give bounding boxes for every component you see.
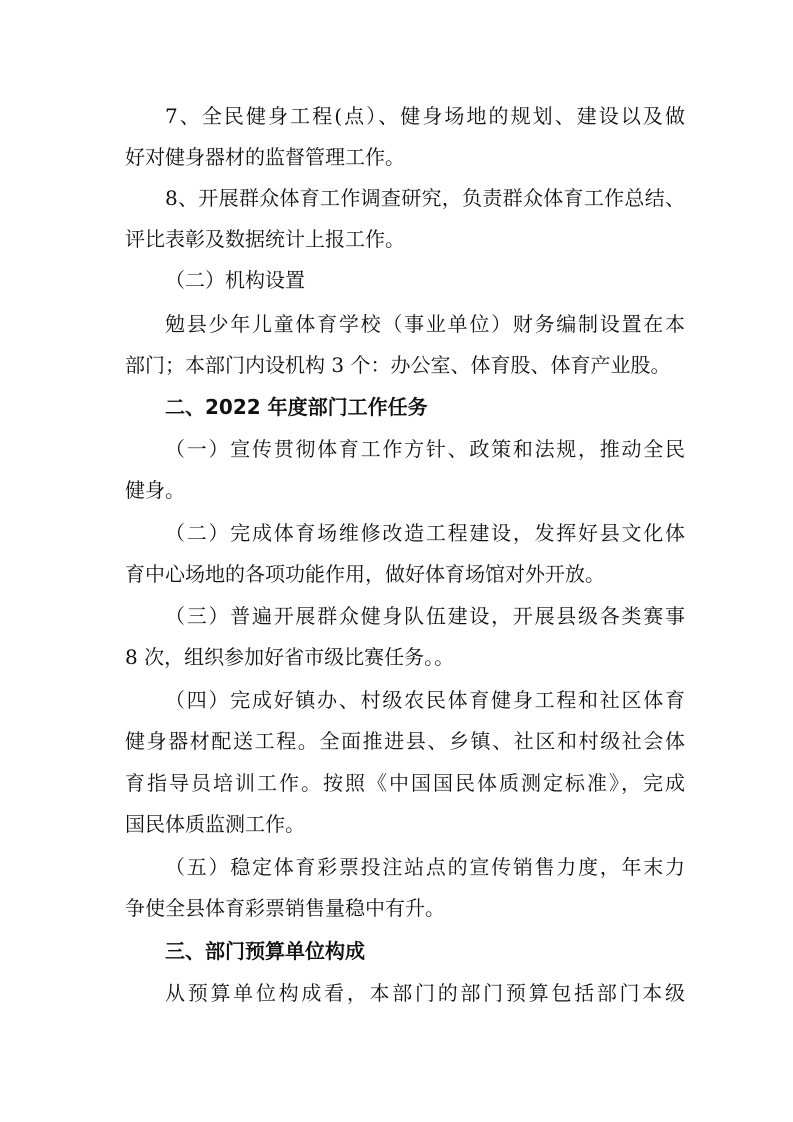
task-3-line-2: 8 次，组织参加好省市级比赛任务。。 <box>125 645 455 669</box>
section-3-heading: 三、部门预算单位构成 <box>165 939 365 963</box>
task-4-line-3: 育指导员培训工作。按照《中国国民体质测定标准》，完成 <box>125 771 685 795</box>
task-1-line-1: （一）宣传贯彻体育工作方针、政策和法规，推动全民 <box>165 437 685 461</box>
task-4-line-4: 国民体质监测工作。 <box>125 812 305 836</box>
section-2-heading: 二、2022 年度部门工作任务 <box>165 395 428 419</box>
item-7-line-2: 好对健身器材的监督管理工作。 <box>125 145 405 169</box>
task-2-line-1: （二）完成体育场维修改造工程建设，发挥好县文化体 <box>165 521 685 545</box>
task-4-line-2: 健身器材配送工程。全面推进县、乡镇、社区和村级社会体 <box>125 729 685 753</box>
task-1-line-2: 健身。 <box>125 478 185 502</box>
task-5-line-2: 争使全县体育彩票销售量稳中有升。 <box>125 896 445 920</box>
task-2-line-2: 育中心场地的各项功能作用，做好体育场馆对外开放。 <box>125 562 605 586</box>
item-8-line-1: 8、开展群众体育工作调查研究，负责群众体育工作总结、 <box>165 186 685 210</box>
item-8-line-2: 评比表彰及数据统计上报工作。 <box>125 227 405 251</box>
task-5-line-1: （五）稳定体育彩票投注站点的宣传销售力度，年末力 <box>165 855 685 879</box>
org-setup-line-2: 部门；本部门内设机构 3 个：办公室、体育股、体育产业股。 <box>125 353 671 377</box>
task-4-line-1: （四）完成好镇办、村级农民体育健身工程和社区体育 <box>165 688 685 712</box>
item-7-line-1: 7、全民健身工程(点）、健身场地的规划、建设以及做 <box>165 104 685 128</box>
org-setup-line-1: 勉县少年儿童体育学校（事业单位）财务编制设置在本 <box>165 312 685 336</box>
budget-units-line-1: 从预算单位构成看，本部门的部门预算包括部门本级 <box>165 981 685 1005</box>
section-org-setup-heading: （二）机构设置 <box>165 268 305 292</box>
task-3-line-1: （三）普遍开展群众健身队伍建设，开展县级各类赛事 <box>165 604 685 628</box>
